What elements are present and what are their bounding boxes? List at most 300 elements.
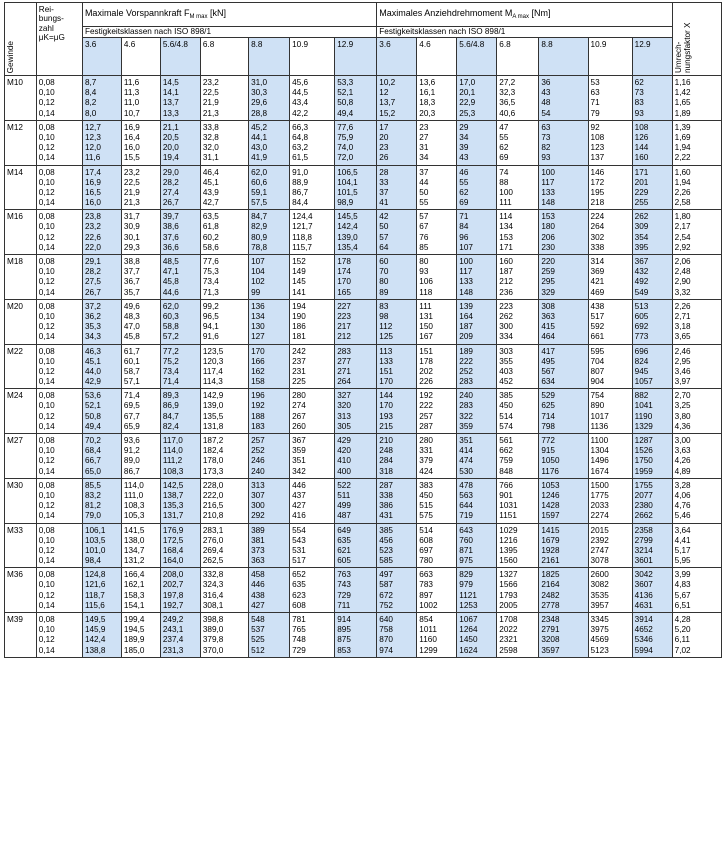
cell-value: 64 bbox=[379, 242, 389, 252]
cell-value: 114,3 bbox=[202, 377, 223, 387]
cell-value: 141,5 bbox=[123, 525, 145, 535]
cell-value: 0,14 bbox=[38, 377, 55, 387]
m-column-1 bbox=[417, 389, 457, 434]
cell-value: 283 bbox=[459, 401, 473, 411]
cell-value: 117 bbox=[541, 177, 555, 187]
cell-value: 1755 bbox=[634, 480, 653, 490]
cell-value: 1151 bbox=[499, 511, 517, 521]
cell-value: 16,0 bbox=[84, 198, 101, 208]
cell-value: 118 bbox=[419, 287, 433, 297]
f-column-4 bbox=[249, 299, 290, 344]
cell-value: 89 bbox=[379, 287, 389, 297]
cell-value: 359 bbox=[292, 446, 306, 456]
cell-value: 26,7 bbox=[162, 198, 179, 208]
cell-value: 621 bbox=[337, 545, 351, 555]
cell-value: 781 bbox=[292, 615, 306, 624]
cell-value: 395 bbox=[634, 242, 649, 252]
table-row bbox=[5, 523, 722, 568]
cell-value: 870 bbox=[379, 635, 393, 645]
cell-value: 107 bbox=[459, 242, 473, 252]
cell-value: 196 bbox=[251, 391, 265, 401]
cell-value: 752 bbox=[379, 600, 393, 610]
f-column-4 bbox=[249, 434, 290, 479]
cell-value: 875 bbox=[337, 635, 351, 645]
f-column-5 bbox=[290, 210, 335, 255]
cell-value: 45,8 bbox=[123, 332, 140, 342]
m-column-2 bbox=[457, 76, 497, 121]
cell-value: 1,60 bbox=[674, 167, 691, 177]
cell-value: 27,4 bbox=[162, 187, 179, 197]
cell-value: 3,99 bbox=[674, 570, 691, 580]
cell-value: 98,9 bbox=[337, 198, 354, 208]
m-column-0 bbox=[377, 255, 417, 300]
cell-value: 605 bbox=[634, 311, 649, 321]
cell-value: 138,0 bbox=[123, 535, 145, 545]
cell-value: 1002 bbox=[419, 600, 438, 610]
f-column-2 bbox=[160, 255, 200, 300]
cell-value: 166,4 bbox=[123, 570, 145, 580]
cell-value: 554 bbox=[292, 525, 306, 535]
cell-value: 760 bbox=[459, 535, 473, 545]
cell-value: 43,0 bbox=[251, 143, 268, 153]
cell-value: 1959 bbox=[634, 466, 653, 476]
cell-value: 111 bbox=[419, 301, 432, 311]
cell-value: 974 bbox=[379, 645, 393, 655]
m-column-3 bbox=[497, 523, 539, 568]
cell-value: 43 bbox=[459, 153, 469, 163]
cell-value: 61,8 bbox=[202, 222, 219, 232]
f-column-5 bbox=[290, 299, 335, 344]
cell-value: 280 bbox=[419, 436, 433, 445]
cell-value: 3914 bbox=[634, 615, 653, 624]
cell-value: 237 bbox=[292, 356, 306, 366]
cell-value: 11,6 bbox=[84, 153, 101, 163]
cell-value: 23,2 bbox=[84, 222, 101, 232]
cell-value: 385 bbox=[379, 525, 393, 535]
m-column-1 bbox=[417, 434, 457, 479]
cell-value: 292 bbox=[251, 511, 265, 521]
f-column-3 bbox=[200, 76, 248, 121]
cell-value: 635 bbox=[337, 535, 351, 545]
cell-value: 305 bbox=[337, 421, 351, 431]
cell-value: 3601 bbox=[634, 556, 653, 566]
m-column-2 bbox=[457, 389, 497, 434]
cell-value: 2598 bbox=[499, 645, 518, 655]
m-column-2 bbox=[457, 120, 497, 165]
cell-value: 0,12 bbox=[38, 366, 55, 376]
cell-value: 2,95 bbox=[674, 356, 691, 366]
cell-value: 2,17 bbox=[674, 222, 691, 232]
cell-value: 338 bbox=[379, 490, 393, 500]
m-column-1 bbox=[417, 255, 457, 300]
cell-value: 0,08 bbox=[38, 436, 55, 445]
f-class-header-1: 4.6 bbox=[121, 37, 160, 75]
f-column-0 bbox=[82, 344, 121, 389]
cell-value: 561 bbox=[499, 436, 513, 445]
m-column-3 bbox=[497, 568, 539, 613]
f-column-3 bbox=[200, 299, 248, 344]
f-column-1 bbox=[121, 568, 160, 613]
cell-value: 209 bbox=[459, 332, 473, 342]
cell-value: 432 bbox=[634, 267, 649, 277]
cell-value: 71,4 bbox=[162, 377, 179, 387]
cell-value: 36,5 bbox=[499, 98, 516, 108]
thread-size: M22 bbox=[5, 344, 37, 389]
cell-value: 192,7 bbox=[162, 600, 184, 610]
cell-value: 389 bbox=[251, 525, 265, 535]
m-column-6 bbox=[632, 613, 672, 658]
f-column-1 bbox=[121, 255, 160, 300]
cell-value: 276,0 bbox=[202, 535, 224, 545]
cell-value: 267 bbox=[292, 411, 306, 421]
cell-value: 17,0 bbox=[459, 78, 476, 87]
cell-value: 29 bbox=[459, 122, 469, 132]
cell-value: 373 bbox=[251, 545, 265, 555]
f-column-1 bbox=[121, 165, 160, 210]
cell-value: 456 bbox=[379, 535, 393, 545]
cell-value: 41,9 bbox=[251, 153, 268, 163]
table-row bbox=[5, 344, 722, 389]
cell-value: 48 bbox=[541, 98, 551, 108]
cell-value: 464 bbox=[541, 332, 555, 342]
cell-value: 2,70 bbox=[674, 391, 691, 401]
m-column-5 bbox=[588, 523, 632, 568]
f-column-5 bbox=[290, 165, 335, 210]
cell-value: 82,9 bbox=[251, 222, 268, 232]
cell-value: 640 bbox=[379, 615, 393, 624]
cell-value: 36,7 bbox=[123, 277, 140, 287]
cell-value: 35,7 bbox=[123, 287, 140, 297]
cell-value: 0,14 bbox=[38, 332, 55, 342]
cell-value: 45,8 bbox=[162, 277, 179, 287]
cell-value: 115,6 bbox=[84, 600, 105, 610]
m-column-1 bbox=[417, 210, 457, 255]
cell-value: 178,0 bbox=[202, 456, 224, 466]
cell-value: 53,6 bbox=[84, 391, 101, 401]
m-column-0 bbox=[377, 76, 417, 121]
cell-value: 1,94 bbox=[674, 143, 691, 153]
cell-value: 108 bbox=[634, 122, 649, 132]
cell-value: 512 bbox=[251, 645, 265, 655]
cell-value: 329 bbox=[541, 287, 555, 297]
m-column-0 bbox=[377, 165, 417, 210]
cell-value: 88 bbox=[499, 177, 509, 187]
m-group-unit: [Nm] bbox=[529, 7, 551, 18]
cell-value: 605 bbox=[337, 556, 351, 566]
cell-value: 2274 bbox=[590, 511, 609, 521]
cell-value: 585 bbox=[379, 556, 393, 566]
m-class-header-2: 5.6/4.8 bbox=[457, 37, 497, 75]
cell-value: 2358 bbox=[634, 525, 653, 535]
cell-value: 86,9 bbox=[162, 401, 179, 411]
cell-value: 763 bbox=[337, 570, 351, 580]
cell-value: 8,7 bbox=[84, 78, 97, 87]
cell-value: 548 bbox=[251, 615, 265, 624]
cell-value: 277 bbox=[337, 356, 351, 366]
cell-value: 5123 bbox=[590, 645, 609, 655]
cell-value: 73,4 bbox=[162, 366, 179, 376]
f-class-header-3: 6.8 bbox=[200, 37, 248, 75]
cell-value: 1750 bbox=[634, 456, 653, 466]
cell-value: 171 bbox=[634, 167, 649, 177]
cell-value: 118,8 bbox=[292, 232, 312, 242]
f-column-4 bbox=[249, 389, 290, 434]
cell-value: 117,4 bbox=[202, 366, 223, 376]
cell-value: 151 bbox=[419, 346, 433, 356]
cell-value: 106,1 bbox=[84, 525, 106, 535]
cell-value: 848 bbox=[499, 466, 513, 476]
m-column-1 bbox=[417, 568, 457, 613]
cell-value: 3,32 bbox=[674, 287, 691, 297]
cell-value: 1190 bbox=[634, 411, 653, 421]
cell-value: 73,4 bbox=[202, 277, 219, 287]
cell-value: 210 bbox=[379, 436, 393, 445]
cell-value: 101,5 bbox=[337, 187, 358, 197]
cell-value: 334 bbox=[499, 332, 513, 342]
cell-value: 0,14 bbox=[38, 600, 55, 610]
cell-value: 0,10 bbox=[38, 401, 55, 411]
cell-value: 421 bbox=[590, 277, 605, 287]
cell-value: 186 bbox=[292, 322, 306, 332]
cell-value: 141 bbox=[292, 287, 306, 297]
cell-value: 44 bbox=[419, 177, 429, 187]
f-column-3 bbox=[200, 389, 248, 434]
cell-value: 2,54 bbox=[674, 232, 691, 242]
cell-value: 123 bbox=[590, 143, 605, 153]
cell-value: 661 bbox=[590, 332, 605, 342]
m-column-6 bbox=[632, 76, 672, 121]
cell-value: 1160 bbox=[419, 635, 437, 645]
cell-value: 60 bbox=[379, 257, 389, 266]
m-column-1 bbox=[417, 299, 457, 344]
m-column-0 bbox=[377, 434, 417, 479]
cell-value: 84,4 bbox=[292, 198, 309, 208]
cell-value: 187 bbox=[499, 267, 513, 277]
m-column-1 bbox=[417, 613, 457, 658]
cell-value: 758 bbox=[379, 625, 393, 635]
cell-value: 3,25 bbox=[674, 401, 691, 411]
f-column-0 bbox=[82, 389, 121, 434]
m-column-5 bbox=[588, 434, 632, 479]
cell-value: 369 bbox=[590, 267, 605, 277]
cell-value: 0,14 bbox=[38, 511, 55, 521]
cell-value: 379 bbox=[419, 456, 433, 466]
cell-value: 729 bbox=[337, 590, 351, 600]
cell-value: 65,9 bbox=[123, 421, 140, 431]
cell-value: 63,5 bbox=[202, 212, 219, 222]
friction-values bbox=[36, 165, 82, 210]
cell-value: 514 bbox=[499, 411, 513, 421]
cell-value: 44,0 bbox=[84, 366, 101, 376]
thread-size: M20 bbox=[5, 299, 37, 344]
cell-value: 144 bbox=[379, 391, 393, 401]
cell-value: 2005 bbox=[499, 600, 518, 610]
cell-value: 697 bbox=[419, 545, 433, 555]
cell-value: 115,7 bbox=[292, 242, 312, 252]
cell-value: 57 bbox=[379, 232, 389, 242]
cell-value: 318 bbox=[379, 466, 393, 476]
m-column-0 bbox=[377, 568, 417, 613]
cell-value: 1496 bbox=[590, 456, 609, 466]
m-class-header-1: 4.6 bbox=[417, 37, 457, 75]
cell-value: 748 bbox=[292, 635, 306, 645]
cell-value: 0,08 bbox=[38, 346, 55, 356]
cell-value: 162,1 bbox=[123, 580, 145, 590]
f-column-3 bbox=[200, 165, 248, 210]
f-column-4 bbox=[249, 344, 290, 389]
cell-value: 386 bbox=[379, 501, 393, 511]
cell-value: 0,10 bbox=[38, 222, 55, 232]
m-class-header-4: 8.8 bbox=[539, 37, 588, 75]
cell-value: 70 bbox=[379, 267, 389, 277]
cell-value: 367 bbox=[292, 436, 306, 445]
f-column-6 bbox=[335, 434, 377, 479]
cell-value: 625 bbox=[541, 401, 555, 411]
cell-value: 523 bbox=[379, 545, 393, 555]
cell-value: 138,7 bbox=[162, 490, 184, 500]
cell-value: 3535 bbox=[590, 590, 609, 600]
cell-value: 84 bbox=[459, 222, 469, 232]
cell-value: 99,2 bbox=[202, 301, 219, 311]
cell-value: 36 bbox=[541, 78, 551, 87]
cell-value: 367 bbox=[634, 257, 649, 266]
cell-value: 139,0 bbox=[337, 232, 358, 242]
cell-value: 1050 bbox=[541, 456, 560, 466]
cell-value: 54 bbox=[541, 108, 551, 118]
cell-value: 70,2 bbox=[84, 436, 101, 445]
cell-value: 882 bbox=[634, 391, 649, 401]
cell-value: 1017 bbox=[590, 411, 609, 421]
cell-value: 64,8 bbox=[292, 132, 309, 142]
f-column-0 bbox=[82, 120, 121, 165]
m-column-5 bbox=[588, 389, 632, 434]
cell-value: 237,4 bbox=[162, 635, 184, 645]
friction-values bbox=[36, 389, 82, 434]
m-column-2 bbox=[457, 434, 497, 479]
cell-value: 2791 bbox=[541, 625, 560, 635]
cell-value: 84,7 bbox=[162, 411, 179, 421]
cell-value: 3,00 bbox=[674, 436, 691, 445]
cell-value: 303 bbox=[499, 346, 513, 356]
cell-value: 69 bbox=[459, 198, 469, 208]
m-column-1 bbox=[417, 344, 457, 389]
f-column-2 bbox=[160, 434, 200, 479]
cell-value: 46 bbox=[459, 167, 469, 177]
cell-value: 228,0 bbox=[202, 480, 224, 490]
cell-value: 89,0 bbox=[123, 456, 140, 466]
cell-value: 5,20 bbox=[674, 625, 691, 635]
cell-value: 3042 bbox=[634, 570, 653, 580]
cell-value: 91,0 bbox=[292, 167, 309, 177]
cell-value: 142,9 bbox=[202, 391, 224, 401]
cell-value: 52,1 bbox=[337, 88, 354, 98]
cell-value: 131 bbox=[419, 311, 433, 321]
cell-value: 0,08 bbox=[38, 480, 55, 490]
cell-value: 438 bbox=[251, 590, 265, 600]
cell-value: 3,65 bbox=[674, 332, 691, 342]
cell-value: 114,0 bbox=[162, 446, 183, 456]
cell-value: 280 bbox=[292, 391, 306, 401]
cell-value: 262 bbox=[499, 311, 513, 321]
cell-value: 222 bbox=[459, 356, 473, 366]
cell-value: 2164 bbox=[541, 580, 560, 590]
x-column bbox=[672, 523, 721, 568]
cell-value: 91,2 bbox=[123, 446, 140, 456]
cell-value: 351 bbox=[459, 436, 473, 445]
f-column-1 bbox=[121, 120, 160, 165]
cell-value: 575 bbox=[419, 511, 433, 521]
cell-value: 71,4 bbox=[123, 391, 140, 401]
m-column-4 bbox=[539, 613, 588, 658]
cell-value: 252 bbox=[459, 366, 473, 376]
cell-value: 5,95 bbox=[674, 556, 691, 566]
f-column-5 bbox=[290, 76, 335, 121]
cell-value: 0,14 bbox=[38, 242, 55, 252]
cell-value: 136 bbox=[251, 301, 265, 311]
f-column-4 bbox=[249, 76, 290, 121]
gewinde-label: Gewinde bbox=[6, 40, 15, 73]
cell-value: 0,08 bbox=[38, 257, 55, 266]
cell-value: 190 bbox=[292, 311, 306, 321]
cell-value: 854 bbox=[419, 615, 433, 624]
cell-value: 111,2 bbox=[162, 456, 183, 466]
cell-value: 189 bbox=[459, 346, 473, 356]
cell-value: 1011 bbox=[419, 625, 437, 635]
cell-value: 363 bbox=[251, 556, 265, 566]
cell-value: 158,3 bbox=[123, 590, 145, 600]
cell-value: 5994 bbox=[634, 645, 653, 655]
cell-value: 427 bbox=[251, 600, 265, 610]
cell-value: 75,2 bbox=[162, 356, 179, 366]
cell-value: 43 bbox=[541, 88, 551, 98]
cell-value: 2,90 bbox=[674, 277, 691, 287]
cell-value: 1708 bbox=[499, 615, 518, 624]
cell-value: 86,7 bbox=[292, 187, 309, 197]
screw-table bbox=[4, 2, 722, 658]
cell-value: 74 bbox=[499, 167, 509, 177]
cell-value: 142,5 bbox=[162, 480, 184, 490]
cell-value: 0,12 bbox=[38, 411, 55, 421]
cell-value: 4,76 bbox=[674, 501, 691, 511]
cell-value: 783 bbox=[419, 580, 433, 590]
f-group-header bbox=[82, 3, 376, 27]
cell-value: 170 bbox=[251, 346, 265, 356]
cell-value: 4,28 bbox=[674, 615, 691, 624]
cell-value: 33,8 bbox=[202, 122, 219, 132]
m-column-6 bbox=[632, 210, 672, 255]
cell-value: 92 bbox=[590, 122, 600, 132]
cell-value: 187,2 bbox=[202, 436, 224, 445]
cell-value: 46,3 bbox=[84, 346, 101, 356]
f-group-title: Maximale Vorspannkraft F bbox=[84, 7, 190, 18]
cell-value: 427 bbox=[292, 501, 306, 511]
m-column-1 bbox=[417, 120, 457, 165]
cell-value: 331 bbox=[419, 446, 433, 456]
cell-value: 75,9 bbox=[337, 132, 354, 142]
cell-value: 0,12 bbox=[38, 277, 55, 287]
cell-value: 1100 bbox=[590, 436, 609, 445]
cell-value: 10,7 bbox=[123, 108, 140, 118]
cell-value: 22,5 bbox=[123, 177, 140, 187]
cell-value: 3,64 bbox=[674, 525, 691, 535]
cell-value: 124,8 bbox=[84, 570, 106, 580]
cell-value: 0,08 bbox=[38, 615, 55, 624]
cell-value: 104,1 bbox=[337, 177, 358, 187]
cell-value: 895 bbox=[337, 625, 351, 635]
cell-value: 19,4 bbox=[162, 153, 179, 163]
cell-value: 106 bbox=[419, 277, 433, 287]
cell-value: 99 bbox=[251, 287, 261, 297]
